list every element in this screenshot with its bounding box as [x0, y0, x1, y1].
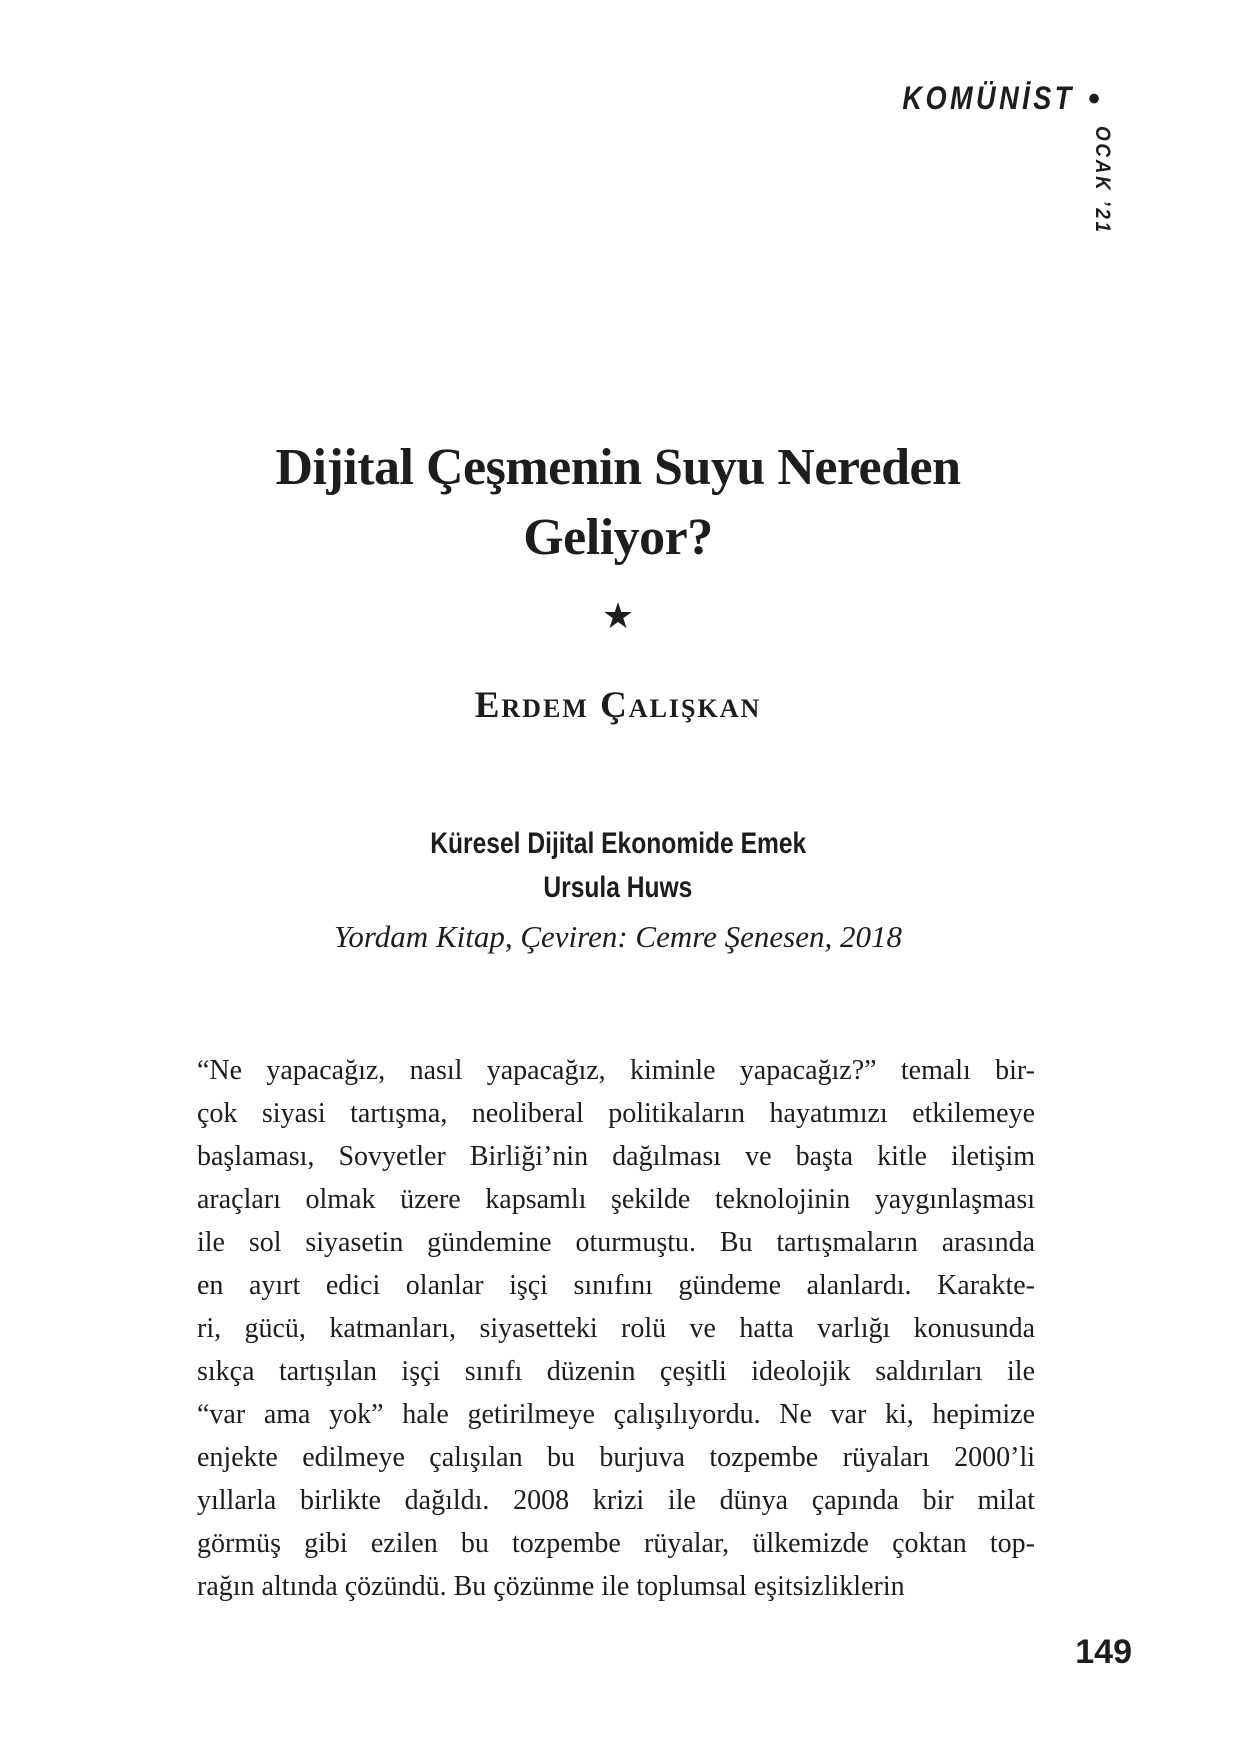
body-paragraph — [197, 1049, 1035, 1608]
book-author: Ursula Huws — [543, 871, 693, 904]
star-ornament — [198, 596, 1038, 636]
body-text-line: ri, gücü, katmanları, siyasetteki rolü ve hatta varlığı konusunda — [197, 1313, 1035, 1344]
body-text-line: en ayırt edici olanlar işçi sınıfını gündeme alanlardı. Karakte- — [197, 1270, 1035, 1301]
publication-info: Yordam Kitap, Çeviren: Cemre Şenesen, 2018 — [334, 919, 902, 954]
body-text-line: araçları olmak üzere kapsamlı şekilde teknolojinin yaygınlaşması — [197, 1184, 1035, 1215]
book-author-row — [198, 866, 1038, 910]
body-text-line: görmüş gibi ezilen bu tozpembe rüyalar, ülkemizde çoktan top- — [197, 1528, 1035, 1559]
reviewed-book — [198, 822, 1038, 910]
body-text-line: rağın altında çözündü. Bu çözünme ile toplumsal eşitsizliklerin — [197, 1571, 905, 1602]
article-title — [198, 433, 1038, 573]
article-title-line-2: Geliyor? — [523, 509, 713, 566]
book-title: Küresel Dijital Ekonomide Emek — [430, 827, 806, 860]
star-icon: ★ — [601, 596, 635, 636]
dot-icon: • — [1088, 79, 1100, 118]
masthead — [872, 80, 1100, 117]
body-text-line: çok siyasi tartışma, neoliberal politikaların hayatımızı etkilemeye — [197, 1098, 1035, 1129]
body-text-line: “Ne yapacağız, nasıl yapacağız, kiminle yapacağız?” temalı bir- — [197, 1055, 1035, 1086]
issue-label: OCAK ’21 — [1091, 126, 1114, 235]
article-author: Erdem Çalışkan — [474, 685, 762, 726]
book-title-row — [198, 822, 1038, 866]
body-text-line: “var ama yok” hale getirilmeye çalışılıyordu. Ne var ki, hepimize — [197, 1399, 1035, 1430]
body-text-line: ile sol siyasetin gündemine oturmuştu. Bu tartışmaların arasında — [197, 1227, 1035, 1258]
journal-name: KOMÜNİST — [902, 80, 1076, 116]
body-text-line: sıkça tartışılan işçi sınıfı düzenin çeşitli ideolojik saldırıları ile — [197, 1356, 1035, 1387]
page-number: 149 — [1075, 1633, 1132, 1671]
body-text-line: enjekte edilmeye çalışılan bu burjuva tozpembe rüyaları 2000’li — [197, 1442, 1035, 1473]
body-text-line: başlaması, Sovyetler Birliği’nin dağılması ve başta kitle iletişim — [197, 1141, 1035, 1172]
body-text-line: yıllarla birlikte dağıldı. 2008 krizi ile dünya çapında bir milat — [197, 1485, 1035, 1516]
article-title-line-1: Dijital Çeşmenin Suyu Nereden — [275, 439, 961, 496]
